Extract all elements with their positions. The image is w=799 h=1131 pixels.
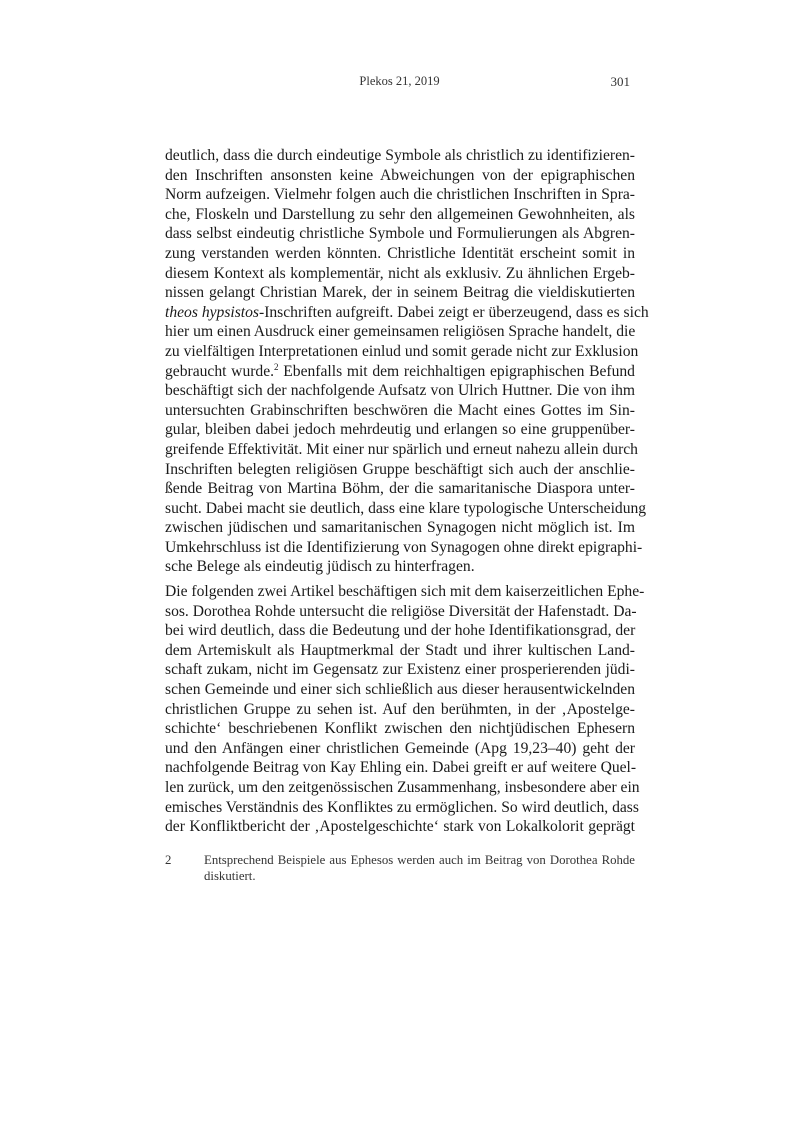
footnote-line: Entsprechend Beispiele aus Ephesos werden auch im Beitrag von Dorothea Rohde [204, 853, 635, 867]
text-segment: deutlich, dass die durch eindeutige Symbole als christlich zu identifizieren- [165, 147, 635, 164]
text-segment: emisches Verständnis des Konfliktes zu ermöglichen. So wird deutlich, dass [165, 798, 639, 816]
text-line [165, 518, 635, 538]
text-segment: nissen gelangt Christian Marek, der in seinem Beitrag die vieldiskutierten [165, 284, 635, 302]
text-segment: che, Floskeln und Darstellung zu sehr den allgemeinen Gewohnheiten, als [165, 205, 635, 223]
text-line [165, 224, 635, 244]
text-line [165, 538, 643, 558]
text-line [165, 460, 635, 480]
text-segment: zung verstanden werden könnten. Christliche Identität erscheint somit in [165, 244, 635, 262]
text-line [165, 739, 635, 759]
text-line [165, 479, 635, 499]
text-segment: len zurück, um den zeitgenössischen Zusammenhang, insbesondere aber ein [165, 778, 640, 796]
italic-term: theos hypsistos [165, 303, 259, 321]
footnote-text [204, 852, 635, 884]
text-segment: zwischen jüdischen und samaritanischen Synagogen nicht möglich ist. Im [165, 519, 635, 537]
text-segment: -Inschriften aufgreift. Dabei zeigt er überzeugend, dass es sich [259, 303, 649, 321]
footnote-number: 2 [165, 853, 172, 867]
text-line [165, 401, 635, 421]
text-segment: schen Gemeinde und einer sich schließlich aus dieser herausentwickelnden [165, 680, 635, 698]
footnote [165, 852, 635, 884]
text-segment: Die folgenden zwei Artikel beschäftigen sich mit dem kaiserzeitlichen Ephe- [165, 583, 645, 600]
text-line [165, 205, 635, 225]
text-segment: beschäftigt sich der nachfolgende Aufsatz von Ulrich Huttner. Die von ihm [165, 382, 635, 400]
text-segment: christlichen Gruppe zu sehen ist. Auf den berühmten, in der ‚Apostelge- [165, 700, 635, 718]
text-segment: den Inschriften ansonsten keine Abweichungen von der epigraphischen [165, 166, 635, 184]
footnote-line: diskutiert. [204, 869, 256, 883]
text-segment: Umkehrschluss ist die Identifizierung von Synagogen ohne direkt epigraphi- [165, 538, 643, 556]
text-line [165, 440, 638, 460]
text-segment: Norm aufzeigen. Vielmehr folgen auch die christlichen Inschriften in Spra- [165, 186, 635, 204]
text-line [165, 185, 635, 205]
text-line [165, 362, 635, 382]
text-line [165, 719, 635, 739]
text-line [165, 680, 635, 700]
text-line [165, 621, 635, 641]
text-line [165, 381, 635, 401]
text-segment: sos. Dorothea Rohde untersucht die religiöse Diversität der Hafenstadt. Da- [165, 602, 637, 620]
text-segment: gebraucht wurde. [165, 362, 275, 380]
text-line [165, 817, 635, 837]
text-line [165, 244, 635, 264]
text-line [165, 602, 635, 622]
text-line [165, 283, 635, 303]
paragraph-1 [165, 146, 649, 577]
page-number: 301 [610, 74, 630, 89]
text-segment: dem Artemiskult als Hauptmerkmal der Stadt und ihrer kultischen Land- [165, 641, 635, 659]
text-segment: bei wird deutlich, dass die Bedeutung und der hohe Identifikationsgrad, der [165, 622, 636, 640]
text-line [165, 641, 635, 661]
text-line [165, 660, 635, 680]
text-line [165, 557, 635, 577]
text-segment: greifende Effektivität. Mit einer nur spärlich und erneut nahezu allein durch [165, 440, 638, 458]
text-segment: zu vielfältigen Interpretationen einlud und somit gerade nicht zur Exklusion [165, 342, 639, 360]
text-segment: und den Anfängen einer christlichen Gemeinde (Apg 19,23–40) geht der [165, 739, 635, 757]
text-segment: dass selbst eindeutig christliche Symbole und Formulierungen als Abgren- [165, 225, 635, 243]
text-line [165, 778, 640, 798]
text-segment: sucht. Dabei macht sie deutlich, dass eine klare typologische Unterscheidung [165, 499, 647, 517]
text-line [165, 499, 647, 519]
text-segment: ßende Beitrag von Martina Böhm, der die samaritanische Diaspora unter- [165, 480, 635, 498]
text-line [165, 303, 649, 323]
text-line [165, 420, 635, 440]
text-segment: schichte‘ beschriebenen Konflikt zwischen den nichtjüdischen Ephesern [165, 720, 635, 738]
text-line [165, 146, 635, 166]
text-line [165, 166, 635, 186]
text-segment: Inschriften belegten religiösen Gruppe beschäftigt sich auch der anschlie- [165, 460, 635, 478]
text-segment: untersuchten Grabinschriften beschwören die Macht eines Gottes im Sin- [165, 401, 635, 419]
text-line [165, 582, 645, 602]
footnote-reference: 2 [274, 361, 279, 372]
text-line [165, 342, 639, 362]
text-segment: Ebenfalls mit dem reichhaltigen epigraphischen Befund [278, 362, 635, 380]
text-line [165, 758, 635, 778]
text-segment: der Konfliktbericht der ‚Apostelgeschichte‘ stark von Lokalkolorit geprägt [165, 818, 635, 836]
text-segment: schaft zukam, nicht im Gegensatz zur Existenz einer prosperierenden jüdi- [165, 661, 635, 679]
running-header: Plekos 21, 2019 [359, 74, 440, 88]
text-segment: gular, bleiben dabei jedoch mehrdeutig und erlangen so eine gruppenüber- [165, 421, 635, 439]
paragraph-2 [165, 582, 645, 837]
text-line [165, 264, 635, 284]
text-segment: hier um einen Ausdruck einer gemeinsamen religiösen Sprache handelt, die [165, 323, 636, 341]
text-segment: diesem Kontext als komplementär, nicht als exklusiv. Zu ähnlichen Ergeb- [165, 264, 635, 282]
text-line [165, 322, 635, 342]
text-segment: sche Belege als eindeutig jüdisch zu hinterfragen. [165, 558, 475, 576]
text-line [165, 798, 639, 818]
text-segment: nachfolgende Beitrag von Kay Ehling ein. Dabei greift er auf weitere Quel- [165, 759, 637, 777]
text-line [165, 700, 635, 720]
